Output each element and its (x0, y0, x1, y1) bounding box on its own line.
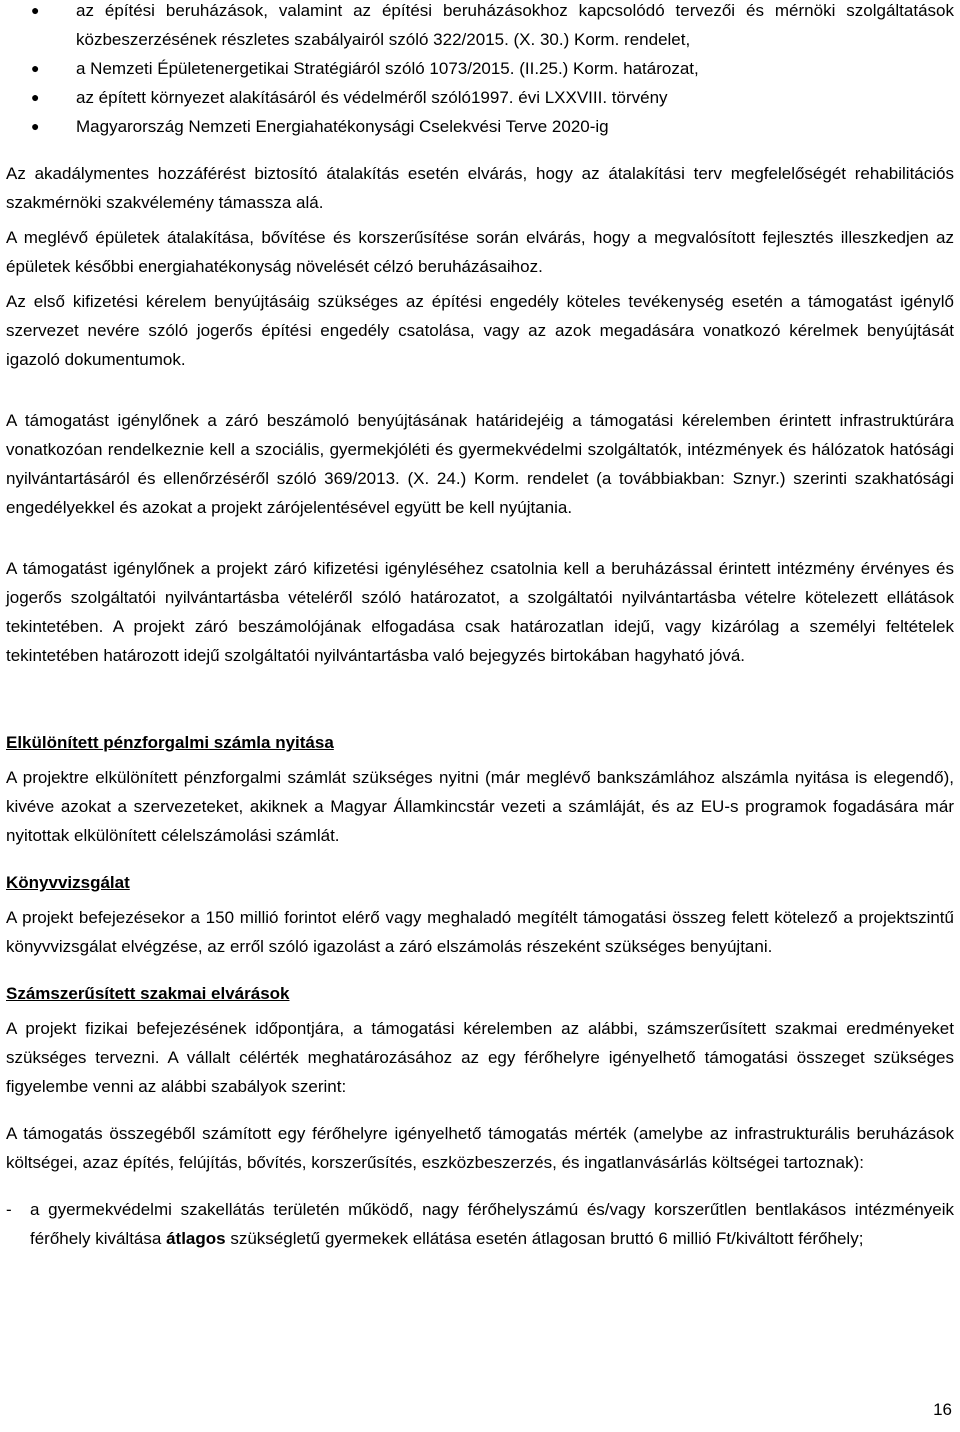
accessibility-paragraph: Az akadálymentes hozzáférést biztosító átalakítás esetén elvárás, hogy az átalakítási terv megfelelőségét rehabilitációs szakmérnöki szakvélemény támassza alá. (6, 164, 954, 212)
bank-account-heading: Elkülönített pénzforgalmi számla nyitása (6, 733, 334, 752)
list-item (6, 1195, 954, 1253)
list-item (6, 54, 954, 83)
list-item (6, 0, 954, 54)
list-item-text: a Nemzeti Épületenergetikai Stratégiáról szóló 1073/2015. (II.25.) Korm. határozat, (76, 59, 699, 78)
bullet-icon: ● (31, 118, 40, 134)
support-amount-list (6, 1195, 954, 1253)
list-item-text: a gyermekvédelmi szakellátás területén működő, nagy férőhelyszámú és/vagy korszerűtlen bentlakásos intézményeik férőhely kiváltása átlagos szükségletű gyermekek ellátása esetén átlagosan bruttó 6 millió Ft/kiváltott férőhely; (30, 1200, 954, 1248)
list-item (6, 112, 954, 141)
building-permit-paragraph: Az első kifizetési kérelem benyújtásáig szükséges az építési engedély köteles tevékenység esetén a támogatást igénylő szervezet nevére szóló jogerős építési engedély csatolása, vagy az azok megadására vonatkozó kérelmek benyújtását igazoló dokumentumok. (6, 292, 954, 369)
page-content (6, 0, 954, 1253)
legislation-list (6, 0, 954, 141)
support-amount-paragraph: A támogatás összegéből számított egy férőhelyre igényelhető támogatás mérték (amelybe az infrastrukturális beruházások költségei, azaz építés, felújítás, bővítés, korszerűsítés, eszközbeszerzés, és ingatlanvásárlás költségei tartoznak): (6, 1124, 954, 1172)
dash-marker: - (6, 1200, 12, 1219)
page-number: 16 (933, 1400, 952, 1419)
registration-paragraph: A támogatást igénylőnek a projekt záró kifizetési igényléséhez csatolnia kell a beruházással érintett intézmény érvényes és jogerős szolgáltatói nyilvántartásba vételéről szóló határozatot, a szolgáltatói nyilvántartásba vételre kötelezett ellátások tekintetében. A projekt záró beszámolójának elfogadása csak határozatlan idejű, vagy kizárólag a személyi feltételek tekintetében határozott idejű szolgáltatói nyilvántartásba való bejegyzés birtokában hagyható jóvá. (6, 559, 954, 665)
audit-heading: Könyvvizsgálat (6, 873, 130, 892)
bullet-icon: ● (31, 60, 40, 76)
expectations-heading: Számszerűsített szakmai elvárások (6, 984, 290, 1003)
renovation-paragraph: A meglévő épületek átalakítása, bővítése és korszerűsítése során elvárás, hogy a megvalósított fejlesztés illeszkedjen az épületek későbbi energiahatékonyság növelését célzó beruházásaihoz. (6, 228, 954, 276)
bullet-icon: ● (31, 2, 40, 18)
emphasis-text: átlagos (166, 1229, 226, 1248)
license-paragraph: A támogatást igénylőnek a záró beszámoló benyújtásának határidejéig a támogatási kérelemben érintett infrastruktúrára vonatkozóan rendelkeznie kell a szociális, gyermekjóléti és gyermekvédelmi szolgáltatók, intézmények és hálózatok hatósági nyilvántartásáról és ellenőrzéséről szóló 369/2013. (X. 24.) Korm. rendelet (a továbbiakban: Sznyr.) szerinti szakhatósági engedélyekkel és azokat a projekt zárójelentésével együtt be kell nyújtania. (6, 411, 954, 517)
expectations-paragraph: A projekt fizikai befejezésének időpontjára, a támogatási kérelemben az alábbi, számszerűsített szakmai eredményeket szükséges tervezni. A vállalt célérték meghatározásához az egy férőhelyre igényelhető támogatási összeget szükséges figyelembe venni az alábbi szabályok szerint: (6, 1019, 954, 1096)
list-item (6, 83, 954, 112)
list-item-text: Magyarország Nemzeti Energiahatékonysági Cselekvési Terve 2020-ig (76, 117, 609, 136)
bullet-icon: ● (31, 89, 40, 105)
list-item-text: az építési beruházások, valamint az építési beruházásokhoz kapcsolódó tervezői és mérnöki szolgáltatások közbeszerzésének részletes szabályairól szóló 322/2015. (X. 30.) Korm. rendelet, (76, 1, 954, 49)
list-item-text: az épített környezet alakításáról és védelméről szóló1997. évi LXXVIII. törvény (76, 88, 668, 107)
audit-paragraph: A projekt befejezésekor a 150 millió forintot elérő vagy meghaladó megítélt támogatási összeg felett kötelező a projektszintű könyvvizsgálat elvégzése, az erről szóló igazolást a záró elszámolás részeként szükséges benyújtani. (6, 908, 954, 956)
bank-account-paragraph: A projektre elkülönített pénzforgalmi számlát szükséges nyitni (már meglévő bankszámlához alszámla nyitása is elegendő), kivéve azokat a szervezeteket, akiknek a Magyar Államkincstár vezeti a számláját, és az EU-s programok fogadására már nyitottak elkülönített célelszámolási számlát. (6, 768, 954, 845)
